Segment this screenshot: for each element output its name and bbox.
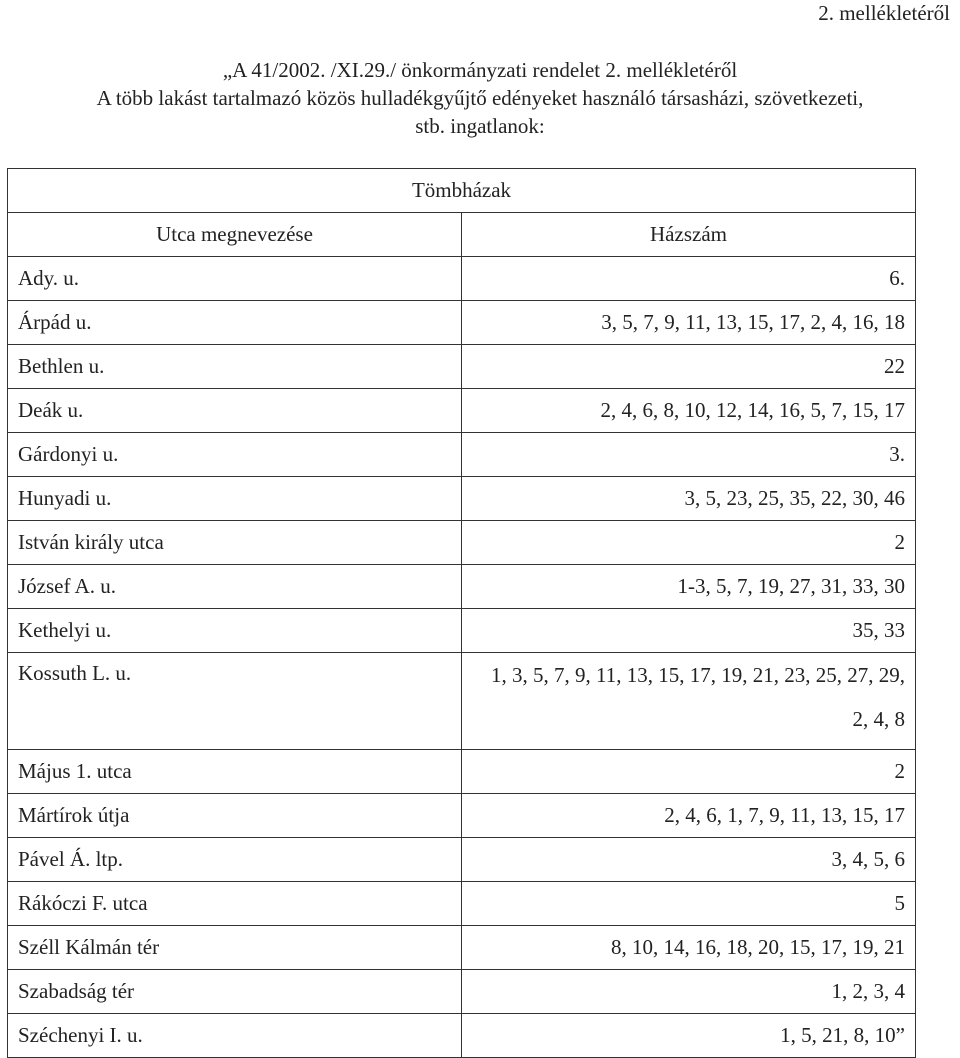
street-name-cell: Pável Á. ltp. — [8, 838, 462, 882]
house-numbers-cell: 3, 5, 23, 25, 35, 22, 30, 46 — [462, 477, 916, 521]
house-numbers-cell: 5 — [462, 882, 916, 926]
street-name-cell: Széchenyi I. u. — [8, 1014, 462, 1058]
house-numbers-cell: 2, 4, 6, 1, 7, 9, 11, 13, 15, 17 — [462, 794, 916, 838]
table-row — [8, 653, 916, 750]
house-numbers-cell: 1, 3, 5, 7, 9, 11, 13, 15, 17, 19, 21, 23, 25, 27, 29, 2, 4, 8 — [462, 653, 916, 750]
table-row — [8, 926, 916, 970]
table-row — [8, 521, 916, 565]
house-numbers-cell: 2, 4, 6, 8, 10, 12, 14, 16, 5, 7, 15, 17 — [462, 389, 916, 433]
street-name-cell: Szabadság tér — [8, 970, 462, 1014]
street-name-cell: Május 1. utca — [8, 750, 462, 794]
house-numbers-cell: 2 — [462, 521, 916, 565]
street-name-cell: Gárdonyi u. — [8, 433, 462, 477]
annex-reference: 2. mellékletéről — [818, 1, 950, 25]
street-name-cell: Kossuth L. u. — [8, 653, 462, 750]
street-name-cell: Mártírok útja — [8, 794, 462, 838]
house-numbers-cell: 22 — [462, 345, 916, 389]
table-row — [8, 609, 916, 653]
table-row — [8, 970, 916, 1014]
house-numbers-cell: 1-3, 5, 7, 19, 27, 31, 33, 30 — [462, 565, 916, 609]
heading-line-2: A több lakást tartalmazó közös hulladékgyűjtő edényeket használó társasházi, szövetkezeti, — [96, 86, 864, 110]
table-row — [8, 750, 916, 794]
house-numbers-cell: 1, 5, 21, 8, 10” — [462, 1014, 916, 1058]
street-name-cell: Bethlen u. — [8, 345, 462, 389]
house-numbers-cell: 3, 5, 7, 9, 11, 13, 15, 17, 2, 4, 16, 18 — [462, 301, 916, 345]
street-name-cell: Ady. u. — [8, 257, 462, 301]
group-title: Tömbházak — [8, 169, 916, 213]
street-name-cell: István király utca — [8, 521, 462, 565]
house-numbers-cell: 3, 4, 5, 6 — [462, 838, 916, 882]
street-name-cell: József A. u. — [8, 565, 462, 609]
house-numbers-cell: 35, 33 — [462, 609, 916, 653]
table-row — [8, 838, 916, 882]
table-row — [8, 477, 916, 521]
house-numbers-cell: 6. — [462, 257, 916, 301]
table-row — [8, 345, 916, 389]
table-row — [8, 389, 916, 433]
street-name-cell: Hunyadi u. — [8, 477, 462, 521]
house-numbers-cell: 1, 2, 3, 4 — [462, 970, 916, 1014]
table-column-headers — [8, 213, 916, 257]
table-row — [8, 565, 916, 609]
heading-line-1: „A 41/2002. /XI.29./ önkormányzati rendelet 2. mellékletéről — [222, 58, 738, 82]
street-name-cell: Árpád u. — [8, 301, 462, 345]
table-row — [8, 882, 916, 926]
street-name-cell: Rákóczi F. utca — [8, 882, 462, 926]
column-header-street: Utca megnevezése — [8, 213, 462, 257]
table-group-header — [8, 169, 916, 213]
document-heading — [0, 56, 960, 140]
table-row — [8, 433, 916, 477]
heading-line-3: stb. ingatlanok: — [415, 114, 545, 138]
table-row — [8, 794, 916, 838]
column-header-house-number: Házszám — [462, 213, 916, 257]
street-name-cell: Kethelyi u. — [8, 609, 462, 653]
table-row — [8, 1014, 916, 1058]
table-row — [8, 257, 916, 301]
addresses-table — [7, 168, 916, 1058]
house-numbers-cell: 8, 10, 14, 16, 18, 20, 15, 17, 19, 21 — [462, 926, 916, 970]
table-row — [8, 301, 916, 345]
house-numbers-cell: 2 — [462, 750, 916, 794]
street-name-cell: Deák u. — [8, 389, 462, 433]
street-name-cell: Széll Kálmán tér — [8, 926, 462, 970]
house-numbers-cell: 3. — [462, 433, 916, 477]
